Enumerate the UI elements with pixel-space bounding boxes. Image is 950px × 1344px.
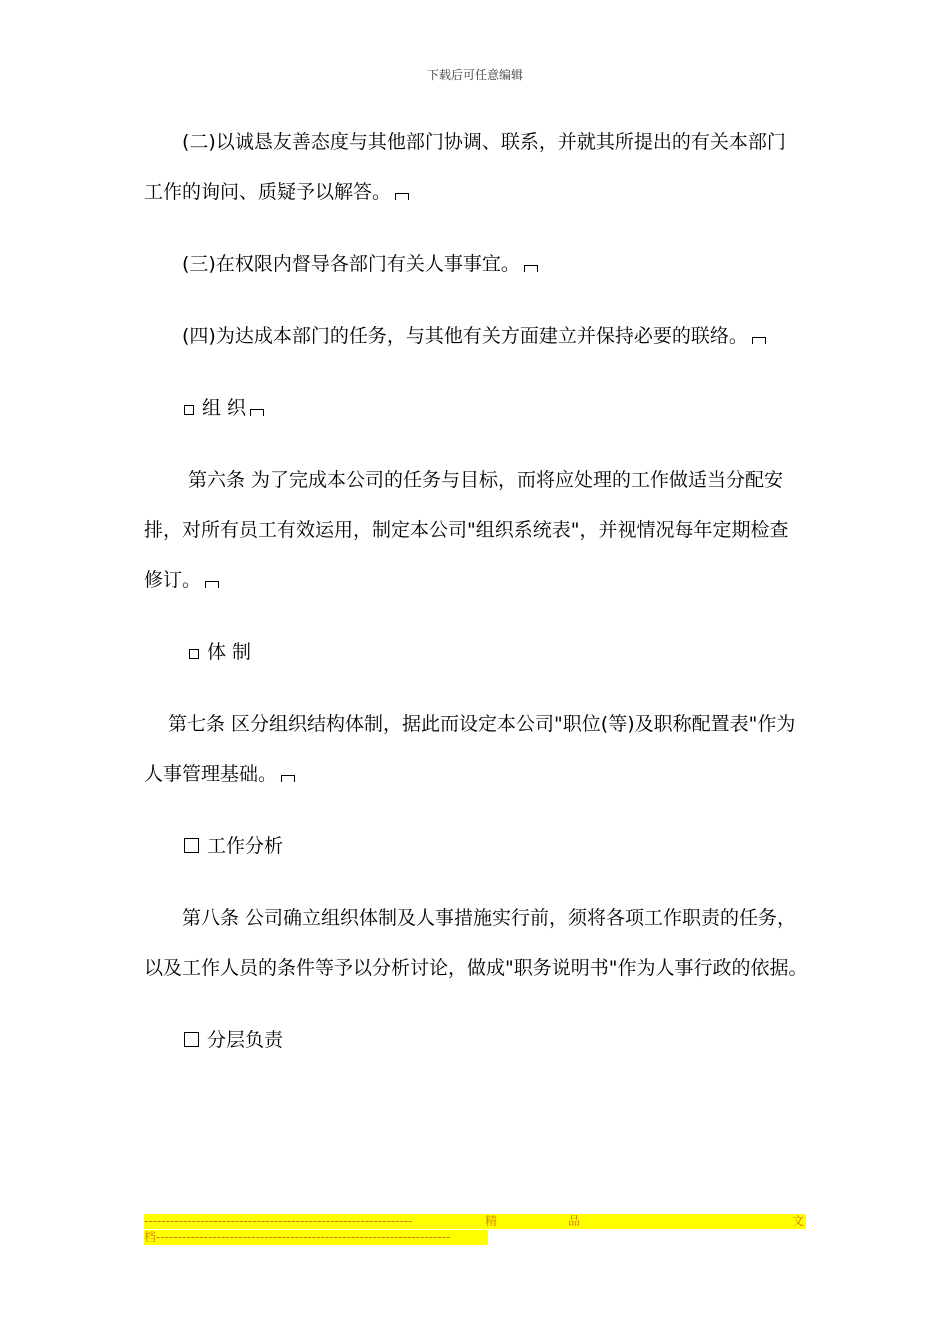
footer-char: 品	[568, 1214, 581, 1228]
paragraph-line	[188, 468, 783, 492]
checkbox-square-icon	[184, 405, 194, 415]
footer-char: 文	[792, 1214, 805, 1228]
footer-dashes: --------------------------------------------------------------	[144, 1214, 413, 1228]
text: 第七条 区分组织结构体制，据此而设定本公司"职位(等)及职称配置表"作为	[168, 713, 796, 735]
paragraph-line	[182, 324, 766, 348]
paragraph-mark-icon	[250, 409, 264, 416]
heading-text: 体 制	[207, 641, 252, 663]
paragraph-line	[182, 130, 786, 154]
paragraph-line	[144, 956, 807, 980]
paragraph-line	[168, 712, 795, 736]
checkbox-square-icon	[189, 649, 199, 659]
text: 工作的询问、质疑予以解答。	[144, 181, 392, 203]
checkbox-square-icon	[184, 1032, 199, 1047]
footer-char: 精	[485, 1214, 498, 1228]
text: (三)在权限内督导各部门有关人事事宜。	[182, 253, 520, 275]
text: 排，对所有员工有效运用，制定本公司"组织系统表"，并视情况每年定期检查	[144, 519, 789, 541]
text: (二)以诚恳友善态度与其他部门协调、联系，并就其所提出的有关本部门	[182, 131, 786, 153]
paragraph-line	[144, 180, 409, 204]
text: 第六条 为了完成本公司的任务与目标，而将应处理的工作做适当分配安	[188, 469, 784, 491]
heading-text: 分层负责	[207, 1029, 284, 1051]
paragraph-mark-icon	[752, 337, 766, 344]
paragraph-line	[144, 518, 788, 542]
section-heading-layer	[184, 1028, 283, 1052]
paragraph-mark-icon	[395, 193, 409, 200]
page-header: 下载后可任意编辑	[426, 68, 523, 82]
text: (四)为达成本部门的任务，与其他有关方面建立并保持必要的联络。	[182, 325, 748, 347]
paragraph-mark-icon	[281, 775, 295, 782]
text: 修订。	[144, 569, 202, 591]
heading-text: 工作分析	[207, 835, 284, 857]
text: 人事管理基础。	[144, 763, 278, 785]
paragraph-mark-icon	[524, 265, 538, 272]
text: 第八条 公司确立组织体制及人事措施实行前，须将各项工作职责的任务，	[182, 907, 797, 929]
footer-banner-line-2: 档--------------------------------------------------------------------	[144, 1230, 488, 1245]
section-heading-system	[189, 640, 251, 664]
heading-text: 组 织	[202, 397, 247, 419]
paragraph-line	[144, 762, 295, 786]
section-heading-analysis	[184, 834, 283, 858]
text: 以及工作人员的条件等予以分析讨论，做成"职务说明书"作为人事行政的依据。	[144, 957, 808, 979]
footer-banner-line-1	[144, 1214, 806, 1229]
section-heading-org	[184, 396, 264, 420]
paragraph-line	[182, 252, 538, 276]
paragraph-mark-icon	[205, 581, 219, 588]
paragraph-line	[182, 906, 796, 930]
paragraph-line	[144, 568, 219, 592]
checkbox-square-icon	[184, 838, 199, 853]
